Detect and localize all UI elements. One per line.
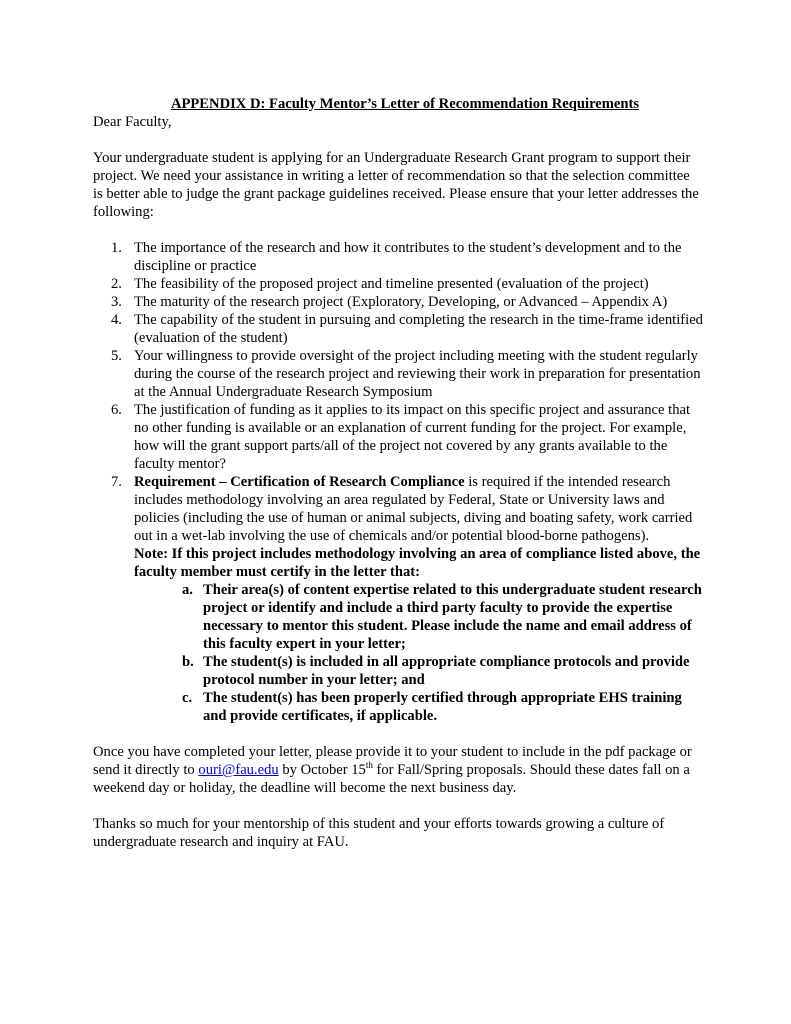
document-title: APPENDIX D: Faculty Mentor’s Letter of Recommendation Requirements <box>170 96 640 112</box>
list-item-text: The importance of the research and how it contributes to the student’s development and to the discipline or practice <box>134 240 682 274</box>
sublist-item-text: Their area(s) of content expertise related to this undergraduate student research project or identify and include a third party faculty to provide the expertise necessary to mentor this student. Please include the name and email address of this faculty expert in your letter; <box>203 582 702 652</box>
sublist-item <box>134 689 703 725</box>
compliance-list-item <box>93 473 703 725</box>
thanks-paragraph: Thanks so much for your mentorship of this student and your efforts towards growing a culture of undergraduate research and inquiry at FAU. <box>93 816 665 850</box>
email-link[interactable]: ouri@fau.edu <box>198 762 279 778</box>
list-number: 5. <box>111 348 122 364</box>
list-number: 7. <box>111 474 122 490</box>
sublist-letter: a. <box>182 582 193 598</box>
requirements-list <box>93 239 703 725</box>
closing-paragraph <box>93 743 703 797</box>
compliance-note: Note: If this project includes methodology involving an area of compliance listed above, the faculty member must certify in the letter that: <box>134 546 701 580</box>
list-number: 3. <box>111 294 122 310</box>
sublist-letter: c. <box>182 690 193 706</box>
sublist-item-text: The student(s) has been properly certified through appropriate EHS training and provide certificates, if applicable. <box>203 690 682 724</box>
date-ordinal-superscript: th <box>365 760 373 770</box>
list-item-text: The feasibility of the proposed project and timeline presented (evaluation of the project) <box>134 276 649 292</box>
list-item-text: The maturity of the research project (Exploratory, Developing, or Advanced – Appendix A) <box>134 294 668 310</box>
compliance-heading: Requirement – Certification of Research Compliance <box>134 474 465 490</box>
closing-text-start: Once you have completed your letter, please provide it to your student to include in the pdf package or send it directly to <box>93 744 692 778</box>
compliance-sublist <box>134 581 703 725</box>
list-item <box>93 347 703 401</box>
list-item <box>93 239 703 275</box>
sublist-item <box>134 581 703 653</box>
intro-paragraph: Your undergraduate student is applying for an Undergraduate Research Grant program to support their project. We need your assistance in writing a letter of recommendation so that the selection committee is better able to judge the grant package guidelines received. Please ensure that your letter addresses the following: <box>93 150 699 220</box>
list-number: 6. <box>111 402 122 418</box>
list-number: 1. <box>111 240 122 256</box>
list-number: 4. <box>111 312 122 328</box>
list-item-text: The capability of the student in pursuing and completing the research in the time-frame identified (evaluation of the student) <box>134 312 703 346</box>
list-number: 2. <box>111 276 122 292</box>
sublist-item-text: The student(s) is included in all appropriate compliance protocols and provide protocol number in your letter; and <box>203 654 690 688</box>
document-page <box>93 95 703 851</box>
list-item-text: Your willingness to provide oversight of the project including meeting with the student regularly during the course of the research project and reviewing their work in preparation for presentation at the Annual Undergraduate Research Symposium <box>134 348 701 400</box>
list-item <box>93 293 703 311</box>
list-item <box>93 311 703 347</box>
closing-date-text: by October 15 <box>278 762 366 778</box>
sublist-item <box>134 653 703 689</box>
closing-text-end: for Fall/Spring proposals. Should these dates fall on a weekend day or holiday, the deadline will become the next business day. <box>93 762 690 796</box>
salutation: Dear Faculty, <box>93 114 172 130</box>
sublist-letter: b. <box>182 654 194 670</box>
compliance-text: is required if the intended research includes methodology involving an area regulated by Federal, State or University laws and policies (including the use of human or animal subjects, diving and boating safety, work carried out in a wet-lab involving the use of chemicals and/or potential blood-borne pathogens). <box>134 474 693 544</box>
list-item <box>93 401 703 473</box>
list-item-text: The justification of funding as it applies to its impact on this specific project and assurance that no other funding is available or an explanation of current funding for the project. For example, how will the grant support parts/all of the project not covered by any grants available to the faculty mentor? <box>134 402 691 472</box>
list-item <box>93 275 703 293</box>
